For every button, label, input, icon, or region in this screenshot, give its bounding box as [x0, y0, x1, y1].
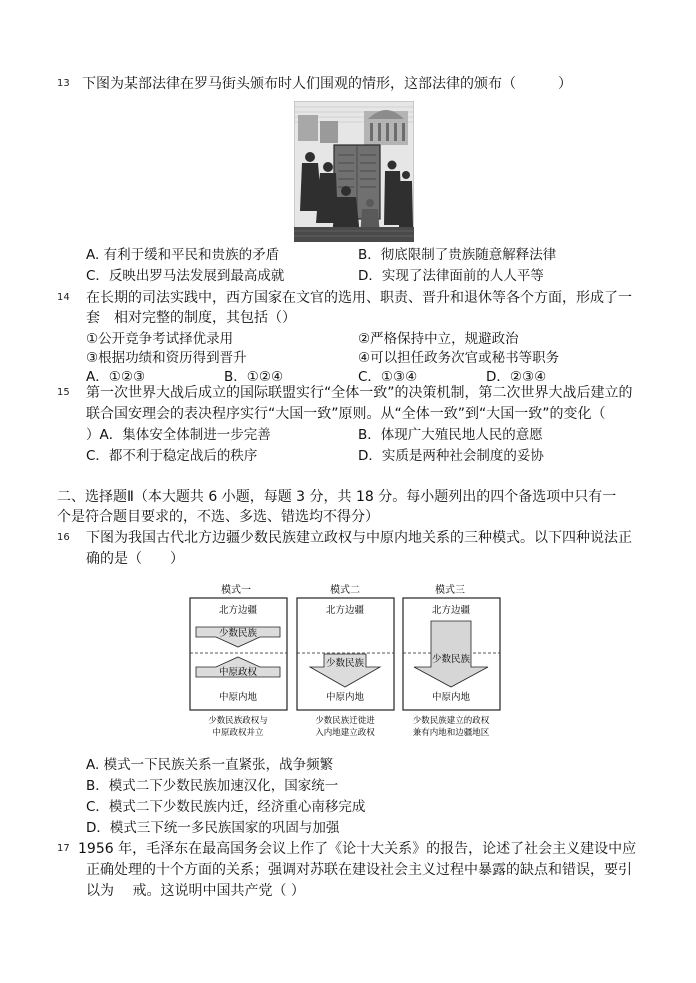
model-two-caption-2: 入内地建立政权 — [315, 728, 375, 738]
model-three-bottom-label: 中原内地 — [431, 692, 471, 703]
q14-option-c: C．①③④ — [358, 369, 418, 385]
model-one-panel — [190, 583, 287, 738]
q13-option-d: D．实现了法律面前的人人平等 — [358, 268, 544, 284]
model-two-bottom-label: 中原内地 — [325, 692, 365, 703]
q17-stem-line1: 1956 年，毛泽东在最高国务会议上作了《论十大关系》的报告，论述了社会主义建设中应 — [78, 841, 637, 857]
q14-stem-line1: 在长期的司法实践中，西方国家在文官的选用、职责、晋升和退休等各个方面，形成了一 — [86, 290, 632, 306]
three-models-diagram — [188, 581, 502, 739]
q13-option-c: C．反映出罗马法发展到最高成就 — [86, 268, 285, 284]
q13-number: 13 — [57, 78, 70, 89]
model-three-minority-label: 少数民族 — [431, 654, 471, 665]
model-one-central-label: 中原政权 — [218, 667, 258, 678]
q14-stem-line2: 套 相对完整的制度，其包括（） — [86, 310, 296, 326]
q15-stem-line2: 联合国安理会的表决程序实行“大国一致”原则。从“全体一致”到“大国一致”的变化（ — [86, 406, 606, 422]
model-two-top-label: 北方边疆 — [325, 605, 365, 616]
q15-option-a: ）A．集体安全体制进一步完善 — [86, 427, 271, 443]
q15-number: 15 — [57, 387, 70, 398]
q14-item-1: ①公开竞争考试择优录用 — [86, 331, 234, 347]
q16-option-a: A. 模式一下民族关系一直紧张，战争频繁 — [86, 757, 334, 773]
model-three-top-label: 北方边疆 — [431, 605, 471, 616]
model-three-title: 模式三 — [435, 585, 465, 596]
q14-option-a: A．①②③ — [86, 369, 146, 385]
q15-option-c: C．都不利于稳定战后的秩序 — [86, 448, 258, 464]
q16-number: 16 — [57, 532, 70, 543]
model-two-minority-label: 少数民族 — [325, 658, 365, 669]
q16-stem-line2: 确的是（ ） — [86, 551, 184, 567]
q14-number: 14 — [57, 292, 70, 303]
model-three-panel — [403, 583, 500, 738]
model-one-title: 模式一 — [221, 585, 251, 596]
roman-law-engraving — [294, 101, 414, 242]
model-three-caption-1: 少数民族建立的政权 — [412, 716, 490, 726]
q14-option-d: D．②③④ — [486, 369, 547, 385]
q13-option-b: B．彻底限制了贵族随意解释法律 — [358, 247, 557, 263]
model-two-panel — [297, 583, 394, 738]
section2-heading-line1: 二、选择题Ⅱ（本大题共 6 小题，每题 3 分，共 18 分。每小题列出的四个备选项中只有一 — [57, 489, 617, 505]
q15-stem-line1: 第一次世界大战后成立的国际联盟实行“全体一致”的决策机制，第二次世界大战后建立的 — [86, 385, 633, 401]
q16-option-b: B．模式二下少数民族加速汉化，国家统一 — [86, 778, 339, 794]
q13-option-a: A. 有利于缓和平民和贵族的矛盾 — [86, 247, 280, 263]
q17-stem-line3: 以为 戒。这说明中国共产党（ ） — [86, 883, 305, 899]
q14-option-b: B．①②④ — [224, 369, 284, 385]
model-one-top-label: 北方边疆 — [218, 605, 258, 616]
q14-item-3: ③根据功绩和资历得到晋升 — [86, 350, 247, 366]
model-one-minority-label: 少数民族 — [218, 628, 258, 639]
q17-number: 17 — [57, 843, 70, 854]
model-two-caption-1: 少数民族迁徙进 — [315, 716, 375, 726]
q13-stem: 下图为某部法律在罗马街头颁布时人们围观的情形，这部法律的颁布（ ） — [82, 76, 572, 92]
q16-option-c: C．模式二下少数民族内迁，经济重心南移完成 — [86, 799, 366, 815]
model-one-caption-2: 中原政权并立 — [212, 728, 264, 738]
model-one-caption-1: 少数民族政权与 — [208, 716, 268, 726]
q17-stem-line2: 正确处理的十个方面的关系；强调对苏联在建设社会主义过程中暴露的缺点和错误，要引 — [86, 862, 632, 878]
q15-option-d: D．实质是两种社会制度的妥协 — [358, 448, 544, 464]
q14-item-2: ②严格保持中立，规避政治 — [358, 331, 519, 347]
model-two-title: 模式二 — [330, 585, 360, 596]
model-three-caption-2: 兼有内地和边疆地区 — [412, 728, 490, 738]
q14-item-4: ④可以担任政务次官或秘书等职务 — [358, 350, 560, 366]
q16-stem-line1: 下图为我国古代北方边疆少数民族建立政权与中原内地关系的三种模式。以下四种说法正 — [86, 530, 632, 546]
model-one-bottom-label: 中原内地 — [218, 692, 258, 703]
q15-option-b: B．体现广大殖民地人民的意愿 — [358, 427, 543, 443]
section2-heading-line2: 个是符合题目要求的，不选、多选、错选均不得分） — [57, 509, 379, 525]
q16-option-d: D．模式三下统一多民族国家的巩固与加强 — [86, 820, 340, 836]
